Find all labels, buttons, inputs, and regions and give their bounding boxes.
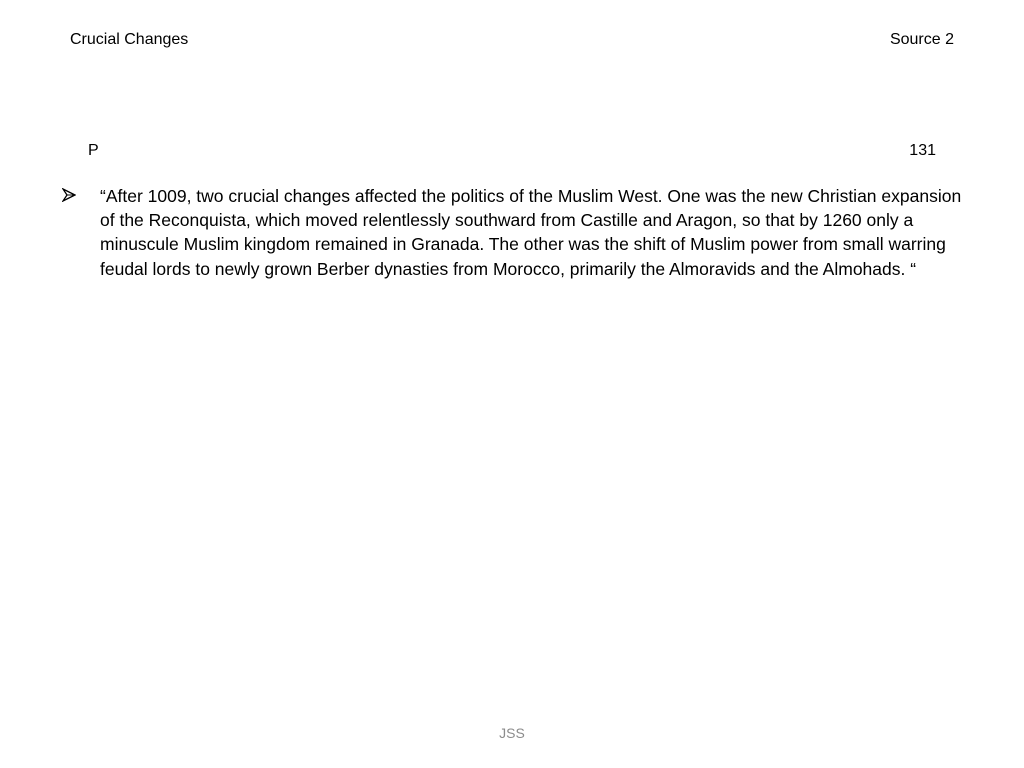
header-title: Crucial Changes — [70, 31, 189, 48]
quote-bullet — [62, 184, 962, 281]
header-source: Source 2 — [889, 31, 954, 48]
footer-initials: JSS — [499, 725, 525, 741]
page-number: 131 — [909, 142, 936, 159]
quote-text: “After 1009, two crucial changes affected the politics of the Muslim West. One was the new Christian expansion of the Reconquista, which moved relentlessly southward from Castille and Aragon, so that by 1260 only a minuscule Muslim kingdom remained in Granada. The other was the shift of Muslim power from small warring feudal lords to newly grown Berber dynasties from Morocco, primarily the Almoravids and the Almohads. “ — [100, 186, 962, 279]
arrow-bullet-icon — [62, 188, 76, 202]
page-label: P — [88, 142, 99, 159]
